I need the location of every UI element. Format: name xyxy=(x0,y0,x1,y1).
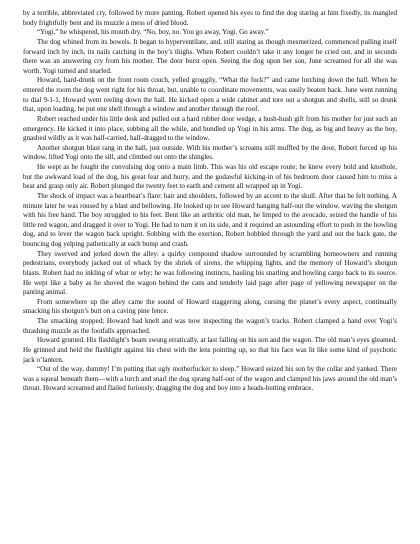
paragraph: He wept as he fought the convulsing dog onto a main limb. This was his old escape route; he knew every hold and knothole, but the awkward load of the dog, his great fear and hurry, and the godawful kicking-in of his bedroom door caused him to miss a beat and grasp only air. Robert plunged the twenty feet to earth and cement all wrapped up in Yogi. xyxy=(23,163,397,191)
paragraph: Howard grunted. His flashlight’s beam swung erratically, at last falling on his son and the wagon. The old man’s eyes gleamed. He grinned and held the flashlight against his chest with the lens pointing up, so that his face was lit like some kind of psychotic jack o’lantern. xyxy=(23,336,397,364)
paragraph: From somewhere up the alley came the sound of Howard staggering along, cursing the planet’s every aspect, continually smacking his shotgun’s butt on a caving pine fence. xyxy=(23,297,397,316)
paragraph: The shock of impact was a heartbeat’s flare: hair and shoulders, followed by an accent to the skull. After that he felt nothing. A minute later he was roused by a blast and bellowing. He looked up to see Howard hanging half-out the window, waving the shotgun with his free hand. The boy struggled to his feet. Bent like an arthritic old man, he limped to the avocado, seized the handle of his little red wagon, and dragged it over to Yogi. He had to turn it on its side, and it required an astounding effort to push in the howling dog, and to lever the wagon back upright. Sobbing with the exertion, Robert hobbled through the yard and out the back gate, the bouncing dog yelping pathetically at each bump and crash. xyxy=(23,191,397,248)
paragraph: Another shotgun blast rang in the hall, just outside. With his mother’s screams still muffled by the door, Robert forced up his window, lifted Yogi onto the sill, and climbed out onto the shingles. xyxy=(23,143,397,162)
paragraph: “Out of the way, dummy! I’m putting that ugly motherfucker to sleep.” Howard seized his son by the collar and yanked. There was a squeal beneath them—with a lurch and snarl the dog sprang half-out of the wagon and clamped his jaws around the old man’s throat. Howard screamed and flailed furiously, dragging the dog and boy into a heads-butting embrace. xyxy=(23,365,397,393)
paragraph: The dog whined from its bowels. It began to hyperventilate, and, still staring as though mesmerized, commenced pulling itself forward inch by inch, its nails catching in the boy’s thighs. When Robert couldn’t take it any longer he cried out, and in seconds there was an answering cry from his mother. The door burst open. Seeing the dog upon her son, June screamed for all she was worth. Yogi turned and snarled. xyxy=(23,37,397,75)
paragraph: “Yogi,” he whispered, his mouth dry. “No, boy, no. You go away, Yogi. Go away.” xyxy=(37,28,269,37)
paragraph: The smacking stopped; Howard had knelt and was now inspecting the wagon’s tracks. Robert clamped a hand over Yogi’s thrashing muzzle as the footfalls approached. xyxy=(23,317,397,335)
paragraph: Howard, hard-drunk on the front room couch, yelled groggily, “What the fuck?” and came lurching down the hall. When he entered the room the dog went right for his throat, but, unable to coordinate movements, was easily beaten back. June went running to dial 9-1-1, Howard went reeling down the hall. He kicked open a wide cabinet and tore out a shotgun and shells, still so drunk that, upon loading, he put one shell through a window and another through the roof. xyxy=(23,76,397,114)
paragraph: Robert reached under his little desk and pulled out a hard rubber door wedge, a hush-hush gift from his mother for just such an emergency. He kicked it into place, sobbing all the while, and bundled up Yogi in his arms. The dog, as big and heavy as the boy, gnashed wildly as it was half-carried, half-dragged to the window. xyxy=(23,114,397,143)
paragraph: by a terrible, abbreviated cry, followed by more panting. Robert opened his eyes to find the dog staring at him fixedly, its mangled body frightfully bent and its muzzle a mess of dried blood. xyxy=(23,9,397,27)
paragraph: They swerved and jerked down the alley: a quirky compound shadow surrounded by scrambling homeowners and running pedestrians, everybody jacked out of whack by the shriek of sirens, the whipping lights, and the memory of Howard’s shotgun blasts. Robert had no inkling of what or why; he was following instincts, hauling his snarling and howling cargo back to its source. He wept like a baby as he shoved the wagon behind the cans and tenderly laid page after page of yellowing newspaper on the panting animal. xyxy=(23,249,397,297)
story-text xyxy=(23,9,397,394)
